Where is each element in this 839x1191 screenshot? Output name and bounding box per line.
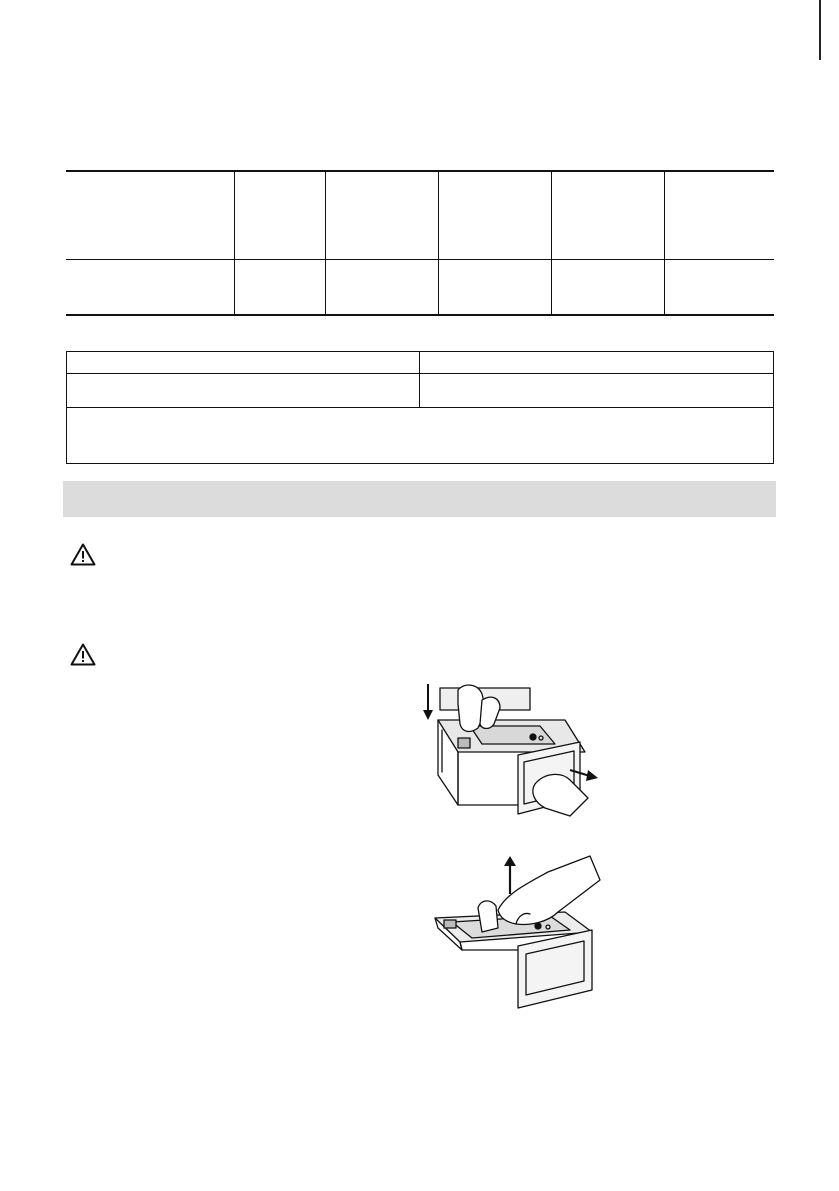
specs-table: [66, 170, 774, 316]
table-row: [67, 408, 774, 464]
remove-insert-figure: [430, 850, 605, 1010]
warning-triangle-icon: [70, 643, 96, 666]
table-cell: [67, 408, 774, 464]
table-row: [67, 352, 774, 374]
table-cell: [326, 260, 439, 316]
connection-table: [66, 351, 774, 464]
table-cell: [420, 352, 774, 374]
table-cell: [420, 374, 774, 408]
table-cell: [66, 171, 235, 260]
table-row: [67, 374, 774, 408]
table-cell: [665, 171, 775, 260]
table-cell: [235, 171, 326, 260]
table-cell: [665, 260, 775, 316]
table-cell: [552, 171, 665, 260]
table-cell: [552, 260, 665, 316]
table-row: [66, 260, 774, 316]
warning-triangle-icon: [70, 543, 96, 566]
remove-dispenser-figure: [420, 680, 605, 820]
table-cell: [67, 374, 420, 408]
table-cell: [439, 171, 552, 260]
table-cell: [67, 352, 420, 374]
table-cell: [439, 260, 552, 316]
page-edge-mark: [819, 0, 821, 60]
section-heading-bar: [63, 481, 776, 517]
table-cell: [66, 260, 235, 316]
table-cell: [326, 171, 439, 260]
table-cell: [235, 260, 326, 316]
table-row: [66, 171, 774, 260]
